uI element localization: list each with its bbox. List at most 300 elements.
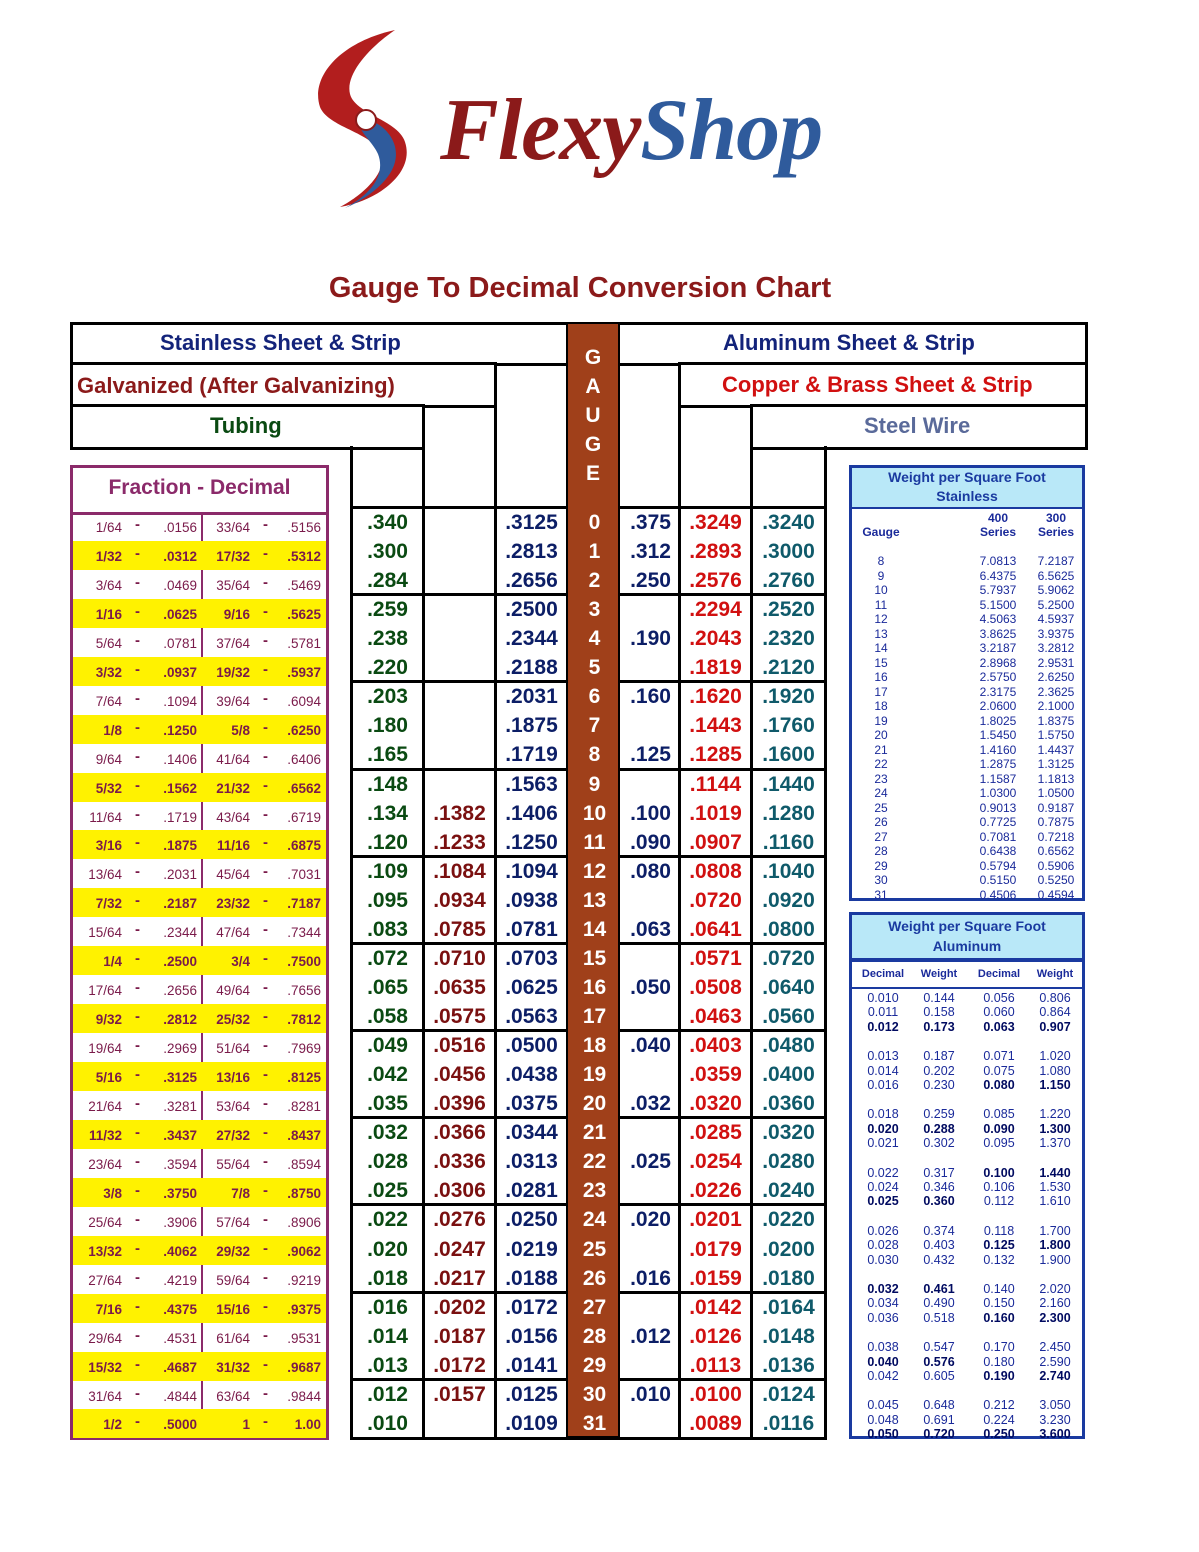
fraction-value: 39/64 (216, 693, 250, 709)
aluminum-decimal-value: 0.224 (983, 1412, 1015, 1427)
stainless-400-value: 3.8625 (979, 626, 1017, 641)
dash-separator: - (263, 1413, 268, 1431)
gauge-stainless-cell: .238 (367, 627, 408, 651)
dash-separator: - (135, 950, 140, 968)
stainless-400-value: 0.7081 (979, 829, 1017, 844)
stainless-gauge-value: 8 (877, 554, 885, 568)
gauge-gauge-cell: 13 (582, 888, 607, 912)
gauge-steel-cell: .0720 (762, 946, 815, 970)
fraction-value: 51/64 (216, 1041, 250, 1057)
dash-separator: - (263, 1037, 268, 1055)
gauge-galvanized-cell: .0217 (433, 1266, 486, 1290)
gauge-letter: G (584, 346, 602, 369)
dash-separator: - (263, 660, 268, 678)
aluminum-weight-value: 0.403 (923, 1238, 955, 1253)
fraction-value: 9/64 (95, 751, 122, 767)
decimal-value: .5625 (287, 606, 321, 622)
fraction-row (73, 1120, 326, 1149)
dash-separator: - (135, 1355, 140, 1373)
fraction-value: 17/64 (88, 983, 122, 999)
aluminum-decimal-value: 0.034 (867, 1296, 899, 1311)
gauge-aluminum-cell: .090 (630, 830, 671, 854)
gauge-tubing-cell: .0938 (505, 888, 558, 912)
stainless-400-value: 0.4506 (979, 887, 1017, 902)
fraction-row (73, 1265, 326, 1294)
stainless-300-value: 6.5625 (1037, 568, 1075, 583)
gauge-gauge-cell: 29 (582, 1353, 607, 1377)
gauge-tubing-cell: .0375 (505, 1092, 558, 1116)
col-400-series-label: 400 Series (979, 511, 1017, 539)
aluminum-weight-value: 2.160 (1039, 1296, 1071, 1311)
aluminum-decimal-value: 0.056 (983, 991, 1015, 1005)
gauge-stainless-cell: .083 (367, 917, 408, 941)
aluminum-weight-subtitle: Aluminum (932, 938, 1002, 954)
aluminum-weight-value: 0.691 (923, 1412, 955, 1427)
gauge-copper-cell: .0359 (689, 1063, 742, 1087)
aluminum-decimal-value: 0.028 (867, 1238, 899, 1253)
decimal-value: .0937 (163, 664, 197, 680)
gauge-gauge-cell: 16 (582, 975, 607, 999)
decimal-value: .2344 (163, 925, 197, 941)
stainless-400-value: 1.1587 (979, 771, 1017, 786)
decimal-value: .5156 (287, 520, 321, 535)
aluminum-decimal-value: 0.036 (867, 1310, 899, 1325)
aluminum-weight-value: 0.518 (923, 1310, 955, 1325)
gauge-copper-cell: .0201 (689, 1208, 742, 1232)
stainless-gauge-value: 20 (874, 728, 888, 743)
fraction-value: 9/32 (95, 1012, 122, 1028)
dash-separator: - (135, 1326, 140, 1344)
gauge-tubing-cell: .0781 (505, 917, 558, 941)
fraction-row (73, 946, 326, 975)
gauge-stainless-cell: .203 (367, 685, 408, 709)
fraction-value: 59/64 (216, 1272, 250, 1288)
page-title: Gauge To Decimal Conversion Chart (328, 272, 832, 304)
fraction-row (73, 888, 326, 917)
aluminum-weight-value: 2.450 (1039, 1340, 1071, 1355)
dash-separator: - (263, 718, 268, 736)
gauge-steel-cell: .0920 (762, 888, 815, 912)
gauge-gauge-cell: 7 (588, 714, 601, 738)
gauge-tubing-cell: .0125 (505, 1382, 558, 1406)
dash-separator: - (263, 979, 268, 997)
gauge-gauge-cell: 21 (582, 1121, 607, 1145)
gauge-tubing-cell: .0281 (505, 1179, 558, 1203)
stainless-400-value: 5.7937 (979, 583, 1017, 598)
gauge-steel-cell: .0240 (762, 1179, 815, 1203)
gauge-galvanized-cell: .0396 (433, 1092, 486, 1116)
dash-separator: - (135, 863, 140, 881)
row-group-separator (350, 768, 566, 771)
stainless-400-value: 1.0300 (979, 786, 1017, 801)
dash-separator: - (135, 1268, 140, 1286)
fraction-value: 23/64 (88, 1156, 122, 1172)
gauge-gauge-cell: 26 (582, 1266, 607, 1290)
gauge-gauge-cell: 14 (582, 917, 607, 941)
fraction-row (73, 1207, 326, 1236)
gauge-galvanized-cell: .1233 (433, 830, 486, 854)
aluminum-weight-value: 0.187 (923, 1049, 955, 1064)
decimal-value: .4062 (163, 1243, 197, 1259)
aluminum-decimal-value: 0.032 (867, 1282, 899, 1296)
gauge-aluminum-cell: .016 (630, 1266, 671, 1290)
aluminum-decimal-value: 0.080 (983, 1078, 1015, 1092)
dash-separator: - (263, 950, 268, 968)
aluminum-weight-value: 0.346 (923, 1180, 955, 1194)
decimal-value: .8750 (287, 1185, 321, 1201)
aluminum-weight-value: 2.590 (1039, 1354, 1071, 1369)
stainless-gauge-value: 9 (877, 568, 885, 583)
stainless-gauge-value: 29 (874, 858, 888, 873)
stainless-300-value: 1.5750 (1037, 728, 1075, 743)
gauge-aluminum-cell: .190 (630, 627, 671, 651)
decimal-value: .7656 (287, 983, 321, 999)
gauge-galvanized-cell: .0336 (433, 1150, 486, 1174)
dash-separator: - (263, 776, 268, 794)
stainless-gauge-value: 26 (874, 815, 888, 830)
aluminum-decimal-value: 0.090 (983, 1121, 1015, 1136)
fraction-value: 13/16 (216, 1070, 250, 1086)
gauge-tubing-cell: .0344 (505, 1121, 558, 1145)
gauge-galvanized-cell: .0202 (433, 1295, 486, 1319)
gauge-gauge-cell: 0 (588, 511, 601, 534)
dash-separator: - (263, 1123, 268, 1141)
aluminum-decimal-value: 0.118 (983, 1223, 1015, 1238)
stainless-gauge-value: 12 (874, 612, 888, 627)
stainless-400-value: 2.0600 (979, 699, 1017, 714)
dash-separator: - (135, 1239, 140, 1257)
gauge-tubing-cell: .2031 (505, 685, 558, 709)
stainless-300-value: 0.5906 (1037, 858, 1075, 873)
aluminum-decimal-value: 0.212 (983, 1398, 1015, 1413)
gauge-tubing-cell: .1094 (505, 859, 558, 883)
dash-separator: - (263, 892, 268, 910)
dash-separator: - (263, 1384, 268, 1402)
fraction-value: 11/64 (89, 809, 122, 825)
fraction-value: 33/64 (216, 520, 250, 535)
decimal-value: .3906 (163, 1214, 197, 1230)
fraction-row (73, 1149, 326, 1178)
row-group-separator (350, 1116, 566, 1119)
aluminum-weight-value: 0.317 (923, 1165, 955, 1180)
gauge-gauge-cell: 27 (582, 1295, 607, 1319)
gauge-copper-cell: .0907 (689, 830, 742, 854)
gauge-letter: E (585, 462, 600, 485)
gauge-aluminum-cell: .063 (630, 917, 671, 941)
row-group-separator (620, 506, 827, 509)
gauge-tubing-cell: .0625 (505, 975, 558, 999)
row-group-separator (350, 680, 566, 683)
gauge-gauge-cell: 15 (582, 946, 607, 970)
gauge-steel-cell: .0560 (762, 1005, 815, 1029)
stainless-300-value: 0.9187 (1037, 800, 1075, 815)
dash-separator: - (263, 573, 268, 591)
aluminum-decimal-value: 0.042 (867, 1369, 899, 1383)
decimal-value: .3281 (163, 1099, 197, 1114)
aluminum-decimal-value: 0.022 (867, 1165, 899, 1180)
stainless-gauge-value: 31 (874, 887, 888, 902)
gauge-aluminum-cell: .250 (630, 569, 671, 593)
gauge-gauge-cell: 1 (588, 540, 601, 564)
row-group-separator (350, 506, 566, 509)
fraction-decimal-table (70, 465, 329, 1440)
stainless-400-value: 7.0813 (979, 554, 1017, 568)
aluminum-weight-value: 0.547 (923, 1340, 955, 1355)
aluminum-weight-value: 0.202 (923, 1063, 955, 1078)
stainless-gauge-value: 17 (874, 684, 888, 699)
gauge-gauge-cell: 22 (582, 1150, 607, 1174)
dash-separator: - (135, 1095, 140, 1112)
dash-separator: - (263, 544, 268, 562)
gauge-galvanized-cell: .0366 (433, 1121, 486, 1145)
fraction-value: 19/64 (88, 1041, 122, 1057)
gauge-aluminum-cell: .040 (630, 1034, 671, 1058)
gauge-galvanized-cell: .0934 (433, 888, 486, 912)
aluminum-decimal-value: 0.100 (983, 1165, 1015, 1180)
fraction-row (73, 1004, 326, 1033)
stainless-400-value: 6.4375 (979, 568, 1017, 583)
aluminum-decimal-value: 0.020 (867, 1121, 899, 1136)
decimal-value: .5781 (287, 635, 321, 651)
stainless-300-value: 0.7218 (1037, 829, 1075, 844)
decimal-value: .1094 (163, 693, 197, 709)
fraction-row (73, 512, 326, 541)
decimal-value: .4375 (163, 1301, 197, 1317)
gauge-stainless-cell: .013 (367, 1353, 408, 1377)
fraction-value: 35/64 (216, 577, 250, 593)
aluminum-decimal-value: 0.112 (983, 1194, 1015, 1209)
decimal-value: .4531 (163, 1330, 197, 1346)
stainless-gauge-value: 25 (874, 800, 888, 815)
aluminum-weight-value: 0.461 (923, 1282, 955, 1296)
fraction-value: 53/64 (216, 1099, 250, 1114)
gauge-tubing-cell: .2500 (505, 598, 558, 622)
fraction-value: 15/32 (88, 1359, 122, 1375)
gauge-steel-cell: .2520 (762, 598, 815, 622)
fraction-value: 1/64 (95, 520, 122, 535)
flexyshop-logo (300, 22, 900, 212)
gauge-letter: U (585, 404, 601, 427)
dash-separator: - (135, 1037, 140, 1055)
gauge-tubing-cell: .1875 (505, 714, 558, 738)
row-group-separator (620, 1116, 827, 1119)
stainless-gauge-value: 14 (874, 641, 888, 656)
gauge-copper-cell: .0100 (689, 1382, 742, 1406)
stainless-header: Stainless Sheet & Strip (160, 330, 401, 355)
stainless-400-value: 2.5750 (979, 670, 1017, 685)
decimal-value: .1719 (163, 809, 197, 825)
gauge-copper-cell: .2294 (689, 598, 742, 622)
gauge-gauge-cell: 28 (582, 1324, 607, 1348)
fraction-row (73, 773, 326, 802)
aluminum-weight-value: 0.648 (923, 1398, 955, 1413)
decimal-value: .1875 (163, 838, 197, 854)
fraction-value: 31/64 (88, 1388, 122, 1404)
dash-separator: - (263, 1210, 268, 1228)
fraction-value: 1/4 (103, 954, 122, 970)
gauge-gauge-cell: 20 (582, 1092, 607, 1116)
gauge-tubing-cell: .2188 (505, 656, 558, 680)
stainless-400-value: 2.8968 (979, 655, 1017, 670)
gauge-steel-cell: .0124 (762, 1382, 815, 1406)
aluminum-weight-value: 1.800 (1039, 1238, 1071, 1253)
gauge-steel-cell: .0320 (762, 1121, 815, 1145)
stainless-300-value: 2.3625 (1037, 684, 1075, 699)
gauge-steel-cell: .0280 (762, 1150, 815, 1174)
stainless-400-value: 1.2875 (979, 757, 1017, 772)
stainless-400-value: 2.3175 (979, 684, 1017, 699)
decimal-value: .0156 (163, 520, 197, 535)
gauge-tubing-cell: .0438 (505, 1063, 558, 1087)
gauge-stainless-cell: .072 (367, 946, 408, 970)
aluminum-decimal-value: 0.160 (983, 1310, 1015, 1325)
aluminum-weight-value: 0.374 (923, 1223, 955, 1238)
fraction-row (73, 802, 326, 831)
aluminum-weight-value: 0.230 (923, 1078, 955, 1092)
aluminum-weight-value: 1.900 (1039, 1252, 1071, 1267)
aluminum-decimal-value: 0.180 (983, 1354, 1015, 1369)
stainless-weight-header (852, 468, 1082, 509)
gauge-copper-cell: .0159 (689, 1266, 742, 1290)
stainless-400-value: 1.8025 (979, 713, 1017, 728)
decimal-value: .8281 (287, 1099, 321, 1114)
gauge-gauge-cell: 25 (582, 1237, 607, 1261)
decimal-value: .0469 (163, 577, 197, 593)
dash-separator: - (263, 602, 268, 620)
gauge-gauge-cell: 4 (588, 627, 601, 651)
aluminum-weight-header (852, 915, 1082, 960)
aluminum-decimal-value: 0.190 (983, 1369, 1015, 1383)
dash-separator: - (263, 1066, 268, 1084)
fraction-value: 13/64 (88, 867, 122, 883)
gauge-steel-cell: .0180 (762, 1266, 815, 1290)
fraction-value: 1/32 (95, 548, 122, 564)
fraction-value: 21/64 (88, 1099, 122, 1114)
aluminum-weight-value: 2.300 (1039, 1310, 1071, 1325)
fraction-value: 7/64 (95, 693, 122, 709)
row-group-separator (620, 1029, 827, 1032)
gauge-gauge-cell: 9 (588, 772, 601, 796)
fraction-value: 11/32 (88, 1127, 122, 1143)
dash-separator: - (263, 1008, 268, 1026)
aluminum-weight-value: 1.080 (1039, 1063, 1071, 1078)
aluminum-header: Aluminum Sheet & Strip (723, 330, 975, 355)
row-group-separator (620, 680, 827, 683)
decimal-value: .0312 (163, 548, 197, 564)
gauge-gauge-cell: 24 (582, 1208, 607, 1232)
gauge-stainless-cell: .049 (367, 1034, 408, 1058)
aluminum-weight-value: 0.576 (923, 1354, 955, 1369)
fraction-value: 9/16 (223, 606, 250, 622)
aluminum-weight-value: 0.288 (923, 1121, 955, 1136)
stainless-300-value: 5.9062 (1037, 583, 1075, 598)
decimal-value: .6562 (287, 780, 321, 796)
gauge-galvanized-cell: .0456 (433, 1063, 486, 1087)
decimal-value: .2656 (163, 983, 197, 999)
stainless-300-value: 2.1000 (1037, 699, 1075, 714)
gauge-gauge-cell: 17 (582, 1005, 607, 1029)
row-group-separator (620, 942, 827, 945)
gauge-gauge-cell: 11 (583, 830, 606, 854)
gauge-gauge-cell: 10 (582, 801, 607, 825)
stainless-400-value: 0.5794 (979, 858, 1017, 873)
gauge-tubing-cell: .0188 (505, 1266, 558, 1290)
row-group-separator (620, 855, 827, 858)
gauge-tubing-cell: .2344 (505, 627, 558, 651)
decimal-value: .6250 (287, 722, 321, 738)
row-group-separator (350, 855, 566, 858)
col-gauge-label: Gauge (862, 525, 900, 539)
gauge-tubing-cell: .0563 (505, 1005, 558, 1029)
stainless-gauge-value: 28 (874, 844, 888, 859)
dash-separator: - (135, 631, 140, 649)
fraction-row (73, 599, 326, 628)
gauge-stainless-cell: .010 (367, 1411, 408, 1435)
decimal-value: .4844 (163, 1388, 197, 1404)
aluminum-decimal-value: 0.011 (867, 1005, 899, 1020)
fraction-value: 5/64 (95, 635, 122, 651)
stainless-gauge-value: 21 (874, 742, 888, 757)
fraction-value: 3/16 (95, 838, 122, 854)
fraction-value: 1 (242, 1417, 250, 1433)
stainless-gauge-value: 16 (874, 670, 888, 685)
stainless-400-value: 1.4160 (979, 742, 1017, 757)
dash-separator: - (135, 1008, 140, 1026)
decimal-value: .9687 (287, 1359, 321, 1375)
stainless-300-value: 0.5250 (1037, 873, 1075, 888)
stainless-gauge-value: 15 (874, 655, 888, 670)
decimal-value: .3594 (163, 1156, 197, 1172)
gauge-galvanized-cell: .0157 (433, 1382, 486, 1406)
gauge-galvanized-cell: .1084 (433, 859, 486, 883)
gauge-gauge-cell: 19 (582, 1063, 607, 1087)
dash-separator: - (135, 1123, 140, 1141)
fraction-value: 25/32 (216, 1012, 250, 1028)
gauge-steel-cell: .1760 (762, 714, 815, 738)
dash-separator: - (135, 834, 140, 852)
fraction-value: 29/32 (216, 1243, 250, 1259)
aluminum-decimal-value: 0.106 (983, 1180, 1015, 1194)
stainless-weight-title: Weight per Square Foot (888, 469, 1046, 485)
dash-separator: - (135, 1181, 140, 1199)
gauge-copper-cell: .0571 (689, 946, 742, 970)
gauge-gauge-cell: 3 (588, 598, 601, 622)
decimal-value: .3125 (163, 1070, 197, 1086)
dash-separator: - (263, 1239, 268, 1257)
gauge-gauge-cell: 2 (588, 569, 601, 593)
fraction-row (73, 1178, 326, 1207)
row-group-separator (620, 593, 827, 596)
fraction-row (73, 570, 326, 599)
row-group-separator (350, 1378, 566, 1381)
gauge-aluminum-cell: .100 (630, 801, 671, 825)
gauge-tubing-cell: .0219 (505, 1237, 558, 1261)
gauge-aluminum-cell: .025 (630, 1150, 671, 1174)
gauge-steel-cell: .0164 (762, 1295, 815, 1319)
dash-separator: - (263, 516, 268, 533)
aluminum-decimal-value: 0.170 (983, 1340, 1015, 1355)
aluminum-decimal-value: 0.026 (867, 1223, 899, 1238)
dash-separator: - (135, 892, 140, 910)
gauge-copper-cell: .1620 (689, 685, 742, 709)
decimal-value: .1250 (163, 722, 197, 738)
gauge-stainless-cell: .032 (367, 1121, 408, 1145)
fraction-row (73, 1091, 326, 1120)
aluminum-weight-value: 1.700 (1039, 1223, 1071, 1238)
row-group-separator (350, 1203, 566, 1206)
aluminum-decimal-value: 0.025 (867, 1194, 899, 1209)
galvanized-header: Galvanized (After Galvanizing) (77, 373, 395, 398)
